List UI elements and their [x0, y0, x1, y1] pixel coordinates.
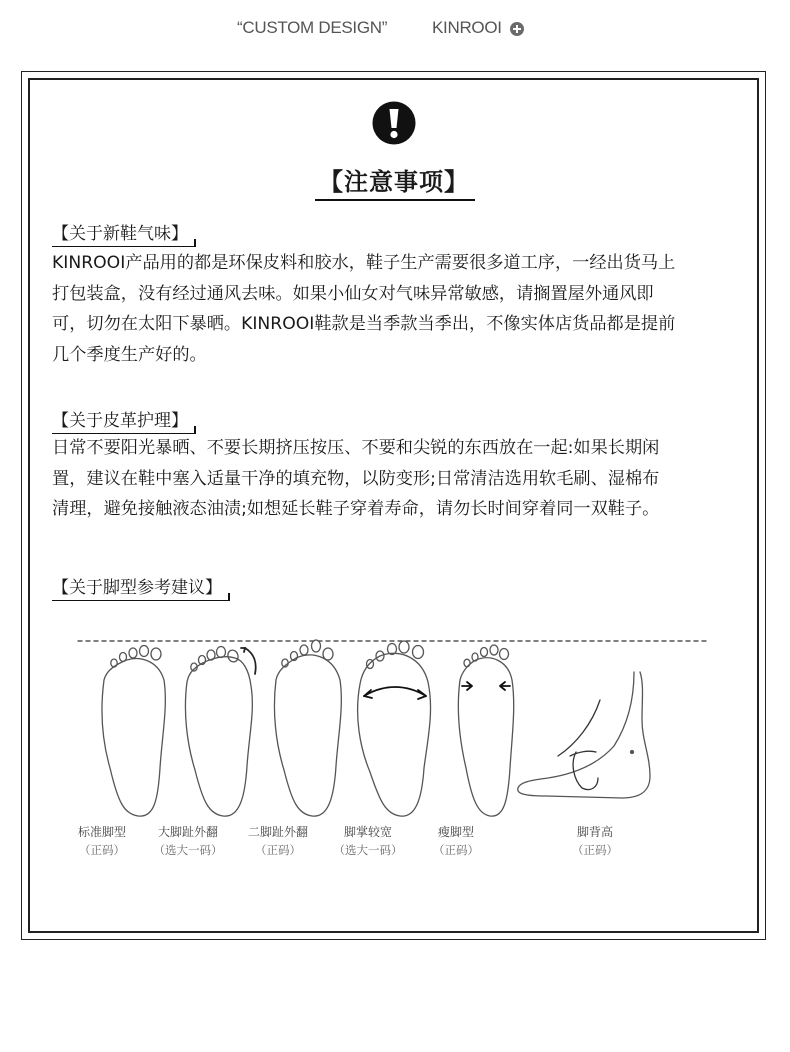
notice-title-wrap — [0, 162, 790, 201]
foot-size-hint: （正码） — [572, 843, 618, 857]
foot-size-hint: （正码） — [79, 843, 125, 857]
foot-standard — [102, 646, 165, 817]
foot-second-toe — [274, 640, 341, 816]
top-header — [0, 14, 790, 44]
text-line: KINROOI产品用的都是环保皮料和胶水，鞋子生产需要很多道工序，一经出货马上 — [52, 253, 676, 273]
foot-bunion — [185, 647, 255, 817]
foot-narrow — [458, 645, 513, 816]
text-line: 日常不要阳光暴晒、不要长期挤压按压、不要和尖锐的东西放在一起:如果长期闲 — [52, 438, 660, 458]
section-text-leather — [52, 433, 762, 525]
plus-circle-icon[interactable] — [510, 22, 524, 36]
section-heading-foot-type: 【关于脚型参考建议】 — [52, 573, 230, 601]
foot-label: 二脚趾外翻 — [247, 825, 308, 839]
text-line: 打包装盒，没有经过通风去味。如果小仙女对气味异常敏感，请搁置屋外通风即 — [52, 283, 654, 304]
header-brand[interactable]: KINROOI — [432, 18, 502, 37]
section-text-smell — [52, 248, 762, 370]
text-line: 清理，避免接触液态油渍;如想延长鞋子穿着寿命，请勿长时间穿着同一双鞋子。 — [52, 499, 660, 519]
foot-high-instep — [518, 672, 650, 798]
text-line: 置，建议在鞋中塞入适量干净的填充物，以防变形;日常清洁选用软毛刷、湿棉布 — [52, 468, 660, 489]
notice-title: 【注意事项】 — [315, 162, 475, 201]
text-line: 可，切勿在太阳下暴晒。KINROOI鞋款是当季款当季出，不像实体店货品都是提前 — [52, 314, 676, 334]
foot-size-hint: （选大一码） — [333, 843, 403, 857]
exclamation-icon — [372, 101, 416, 145]
section-heading-leather: 【关于皮革护理】 — [52, 406, 196, 434]
foot-label: 标准脚型 — [77, 825, 126, 839]
foot-label: 脚掌较宽 — [343, 825, 392, 839]
foot-size-hint: （正码） — [433, 843, 479, 857]
header-title: “CUSTOM DESIGN” — [237, 18, 388, 37]
foot-wide — [358, 641, 431, 816]
foot-label: 瘦脚型 — [437, 825, 474, 839]
foot-label: 脚背高 — [576, 825, 613, 839]
text-line: 几个季度生产好的。 — [52, 344, 207, 365]
foot-label: 大脚趾外翻 — [157, 825, 218, 839]
foot-type-illustration — [70, 630, 720, 870]
section-heading-smell: 【关于新鞋气味】 — [52, 219, 196, 247]
foot-size-hint: （选大一码） — [153, 843, 223, 857]
foot-size-hint: （正码） — [255, 843, 301, 857]
